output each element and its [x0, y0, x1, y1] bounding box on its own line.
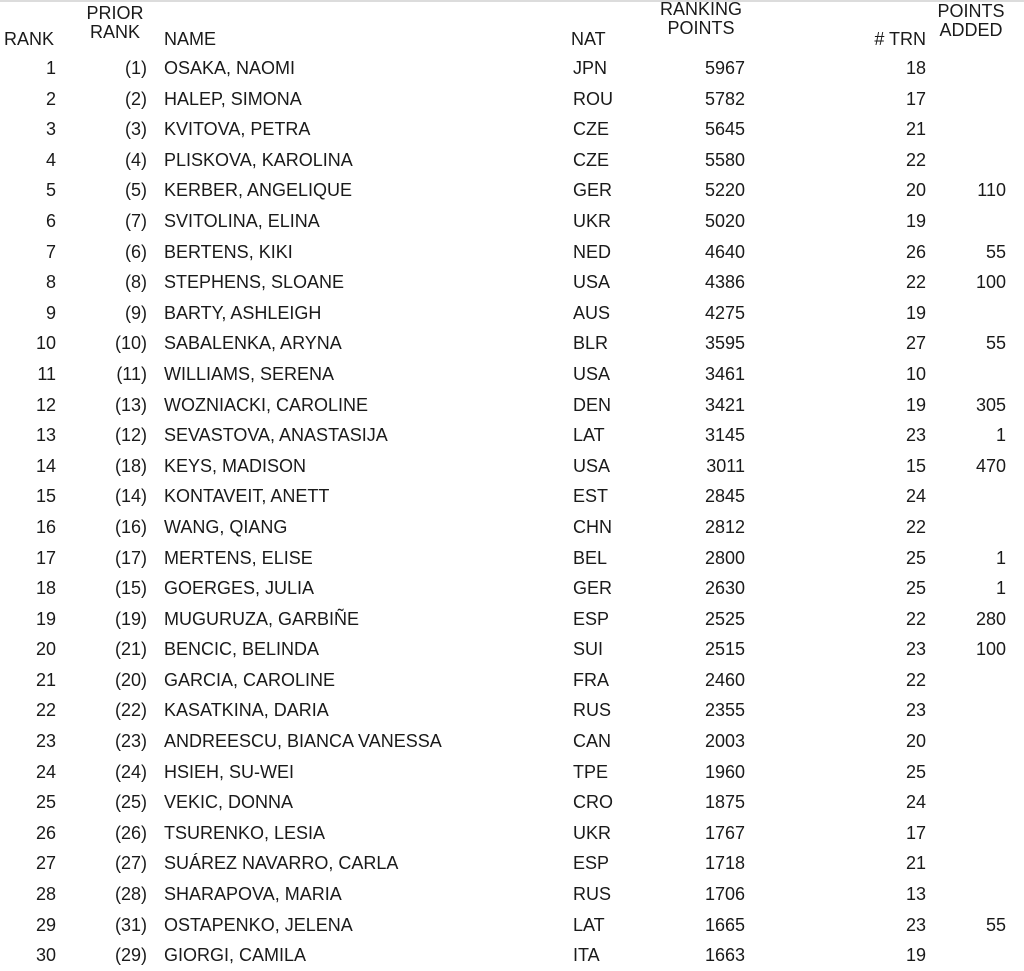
table-row	[0, 879, 1024, 910]
cell-ranking-points: 1706	[704, 884, 745, 905]
cell-prior-rank: (8)	[125, 272, 147, 293]
table-row	[0, 695, 1024, 726]
cell-ranking-points: 1665	[704, 914, 745, 935]
cell-tournaments: 23	[905, 639, 926, 660]
table-row	[0, 390, 1024, 421]
cell-nat: SUI	[573, 639, 604, 660]
cell-rank: 16	[35, 516, 56, 537]
cell-nat: GER	[573, 180, 613, 201]
cell-nat: USA	[573, 272, 611, 293]
header-prior-rank	[75, 4, 155, 42]
cell-rank: 10	[35, 333, 56, 354]
cell-prior-rank: (1)	[125, 58, 147, 78]
cell-tournaments: 24	[905, 486, 926, 507]
cell-prior-rank: (6)	[125, 241, 147, 262]
cell-ranking-points: 4640	[704, 241, 745, 262]
cell-nat: CAN	[573, 731, 612, 752]
cell-nat: LAT	[573, 914, 605, 935]
cell-ranking-points: 4275	[704, 302, 745, 323]
header-points-added	[928, 2, 1014, 40]
cell-tournaments: 22	[905, 608, 926, 629]
cell-rank: 3	[45, 119, 56, 140]
cell-rank: 4	[45, 149, 56, 170]
cell-tournaments: 22	[905, 272, 926, 293]
cell-tournaments: 25	[905, 547, 926, 568]
cell-rank: 23	[35, 731, 56, 752]
table-row	[0, 512, 1024, 543]
cell-points-added: 470	[975, 455, 1006, 476]
cell-tournaments: 10	[905, 363, 926, 384]
cell-tournaments: 22	[905, 516, 926, 537]
cell-nat: CZE	[573, 149, 609, 170]
cell-points-added: 280	[975, 608, 1006, 629]
cell-prior-rank: (15)	[114, 578, 147, 599]
rankings-table-body	[0, 53, 1024, 971]
cell-rank: 21	[35, 669, 56, 690]
cell-tournaments: 17	[905, 822, 926, 843]
cell-name: WANG, QIANG	[164, 516, 288, 537]
cell-rank: 19	[35, 608, 56, 629]
cell-name: OSTAPENKO, JELENA	[164, 914, 353, 935]
table-row	[0, 665, 1024, 696]
cell-name: BERTENS, KIKI	[164, 241, 293, 262]
cell-nat: BLR	[573, 333, 609, 354]
cell-tournaments: 23	[905, 700, 926, 721]
cell-nat: USA	[573, 363, 611, 384]
cell-nat: UKR	[573, 210, 612, 231]
table-row	[0, 848, 1024, 879]
cell-prior-rank: (29)	[114, 945, 147, 966]
cell-tournaments: 25	[905, 578, 926, 599]
table-row	[0, 53, 1024, 84]
cell-name: SHARAPOVA, MARIA	[164, 884, 342, 905]
cell-name: MERTENS, ELISE	[164, 547, 313, 568]
cell-tournaments: 17	[905, 88, 926, 109]
cell-name: TSURENKO, LESIA	[164, 822, 326, 843]
table-row	[0, 206, 1024, 237]
header-trn: # TRN	[874, 29, 926, 49]
table-row	[0, 604, 1024, 635]
cell-nat: AUS	[573, 302, 611, 323]
cell-rank: 18	[35, 578, 56, 599]
table-row	[0, 787, 1024, 818]
header-points-added-line1: POINTS	[937, 1, 1005, 21]
header-prior-rank-line2: RANK	[89, 22, 140, 42]
cell-rank: 25	[35, 792, 56, 813]
table-row	[0, 114, 1024, 145]
cell-nat: CRO	[573, 792, 613, 813]
top-rule	[0, 0, 1024, 2]
cell-prior-rank: (19)	[114, 608, 147, 629]
cell-rank: 20	[35, 639, 56, 660]
table-row	[0, 298, 1024, 329]
header-nat: NAT	[571, 29, 606, 49]
cell-rank: 7	[45, 241, 56, 262]
cell-name: GARCIA, CAROLINE	[164, 669, 336, 690]
cell-tournaments: 23	[905, 425, 926, 446]
table-row	[0, 634, 1024, 665]
cell-tournaments: 21	[905, 853, 926, 874]
cell-prior-rank: (11)	[116, 363, 147, 384]
cell-name: BENCIC, BELINDA	[164, 639, 320, 660]
cell-rank: 9	[45, 302, 56, 323]
cell-rank: 22	[35, 700, 56, 721]
cell-prior-rank: (20)	[114, 669, 147, 690]
cell-nat: ESP	[573, 853, 610, 874]
cell-name: SVITOLINA, ELINA	[164, 210, 320, 231]
table-row	[0, 543, 1024, 574]
cell-ranking-points: 5645	[704, 119, 745, 140]
cell-nat: ITA	[573, 945, 600, 966]
cell-nat: LAT	[573, 425, 605, 446]
table-row	[0, 359, 1024, 390]
cell-prior-rank: (31)	[114, 914, 147, 935]
cell-prior-rank: (17)	[114, 547, 147, 568]
cell-name: KONTAVEIT, ANETT	[164, 486, 330, 507]
cell-ranking-points: 3595	[704, 333, 745, 354]
table-row	[0, 84, 1024, 115]
cell-nat: TPE	[573, 761, 609, 782]
header-name: NAME	[164, 29, 217, 49]
cell-name: HALEP, SIMONA	[164, 88, 302, 109]
cell-ranking-points: 5220	[704, 180, 745, 201]
cell-points-added: 55	[985, 241, 1006, 262]
header-ranking-points-line1: RANKING	[659, 0, 742, 19]
cell-prior-rank: (28)	[114, 884, 147, 905]
cell-name: SUÁREZ NAVARRO, CARLA	[164, 853, 399, 874]
cell-rank: 14	[35, 455, 56, 476]
cell-ranking-points: 3011	[706, 455, 745, 476]
cell-name: WOZNIACKI, CAROLINE	[164, 394, 369, 415]
cell-tournaments: 15	[905, 455, 926, 476]
table-row	[0, 267, 1024, 298]
cell-prior-rank: (4)	[125, 149, 147, 170]
cell-name: KVITOVA, PETRA	[164, 119, 311, 140]
cell-rank: 17	[35, 547, 56, 568]
cell-rank: 8	[45, 272, 56, 293]
table-row	[0, 481, 1024, 512]
cell-ranking-points: 2630	[704, 578, 745, 599]
cell-prior-rank: (14)	[114, 486, 147, 507]
table-row	[0, 145, 1024, 176]
header-points-added-line2: ADDED	[939, 20, 1003, 40]
cell-name: KASATKINA, DARIA	[164, 700, 329, 721]
cell-prior-rank: (5)	[125, 180, 147, 201]
cell-ranking-points: 2812	[704, 516, 745, 537]
header-ranking-points	[648, 0, 754, 38]
cell-rank: 6	[45, 210, 56, 231]
cell-ranking-points: 3421	[704, 394, 745, 415]
cell-name: GOERGES, JULIA	[164, 578, 315, 599]
cell-tournaments: 24	[905, 792, 926, 813]
cell-prior-rank: (24)	[114, 761, 147, 782]
cell-nat: ROU	[573, 88, 613, 109]
cell-ranking-points: 2460	[704, 669, 745, 690]
header-ranking-points-line2: POINTS	[667, 18, 735, 38]
cell-rank: 15	[35, 486, 56, 507]
cell-nat: EST	[573, 486, 609, 507]
cell-name: PLISKOVA, KAROLINA	[164, 149, 353, 170]
cell-name: HSIEH, SU-WEI	[164, 761, 295, 782]
cell-name: SEVASTOVA, ANASTASIJA	[164, 425, 388, 446]
cell-prior-rank: (16)	[114, 516, 147, 537]
table-row	[0, 757, 1024, 788]
cell-ranking-points: 4386	[704, 272, 745, 293]
table-row	[0, 726, 1024, 757]
cell-rank: 12	[35, 394, 56, 415]
cell-points-added: 1	[995, 425, 1006, 446]
cell-nat: RUS	[573, 884, 612, 905]
cell-tournaments: 25	[905, 761, 926, 782]
cell-name: STEPHENS, SLOANE	[164, 272, 345, 293]
cell-rank: 27	[35, 853, 56, 874]
cell-nat: CZE	[573, 119, 609, 140]
cell-ranking-points: 2525	[704, 608, 745, 629]
cell-prior-rank: (18)	[114, 455, 147, 476]
cell-nat: USA	[573, 455, 611, 476]
cell-tournaments: 19	[905, 210, 926, 231]
cell-ranking-points: 5020	[704, 210, 745, 231]
cell-prior-rank: (10)	[114, 333, 147, 354]
cell-nat: CHN	[573, 516, 612, 537]
cell-nat: UKR	[573, 822, 612, 843]
cell-prior-rank: (25)	[114, 792, 147, 813]
cell-points-added: 55	[985, 333, 1006, 354]
cell-tournaments: 20	[905, 731, 926, 752]
cell-prior-rank: (26)	[114, 822, 147, 843]
cell-rank: 1	[45, 58, 56, 78]
cell-name: VEKIC, DONNA	[164, 792, 294, 813]
cell-ranking-points: 2003	[704, 731, 745, 752]
cell-ranking-points: 2515	[704, 639, 745, 660]
cell-ranking-points: 5782	[704, 88, 745, 109]
table-row	[0, 910, 1024, 941]
cell-name: GIORGI, CAMILA	[164, 945, 307, 966]
cell-tournaments: 19	[905, 945, 926, 966]
cell-ranking-points: 1875	[704, 792, 745, 813]
cell-name: BARTY, ASHLEIGH	[164, 302, 322, 323]
cell-name: WILLIAMS, SERENA	[164, 363, 335, 384]
table-row	[0, 175, 1024, 206]
cell-prior-rank: (2)	[125, 88, 147, 109]
cell-rank: 11	[37, 363, 56, 384]
cell-name: OSAKA, NAOMI	[164, 58, 296, 78]
cell-points-added: 1	[995, 578, 1006, 599]
cell-ranking-points: 2800	[704, 547, 745, 568]
cell-ranking-points: 1718	[704, 853, 745, 874]
cell-ranking-points: 3461	[704, 363, 745, 384]
cell-points-added: 305	[975, 394, 1006, 415]
cell-tournaments: 21	[905, 119, 926, 140]
cell-prior-rank: (3)	[125, 119, 147, 140]
table-row	[0, 328, 1024, 359]
cell-rank: 26	[35, 822, 56, 843]
cell-ranking-points: 1663	[704, 945, 745, 966]
cell-nat: NED	[573, 241, 612, 262]
cell-name: ANDREESCU, BIANCA VANESSA	[164, 731, 442, 752]
cell-rank: 13	[35, 425, 56, 446]
cell-prior-rank: (23)	[114, 731, 147, 752]
cell-ranking-points: 1767	[704, 822, 745, 843]
cell-points-added: 55	[985, 914, 1006, 935]
cell-points-added: 100	[975, 272, 1006, 293]
cell-points-added: 100	[975, 639, 1006, 660]
cell-tournaments: 27	[905, 333, 926, 354]
cell-rank: 2	[45, 88, 56, 109]
cell-tournaments: 20	[905, 180, 926, 201]
cell-tournaments: 26	[905, 241, 926, 262]
cell-prior-rank: (22)	[114, 700, 147, 721]
cell-nat: DEN	[573, 394, 612, 415]
cell-nat: JPN	[573, 58, 608, 78]
header-rank: RANK	[4, 29, 55, 49]
table-row	[0, 420, 1024, 451]
cell-rank: 28	[35, 884, 56, 905]
cell-rank: 30	[35, 945, 56, 966]
cell-ranking-points: 2845	[704, 486, 745, 507]
cell-tournaments: 13	[905, 884, 926, 905]
cell-name: SABALENKA, ARYNA	[164, 333, 342, 354]
cell-prior-rank: (9)	[125, 302, 147, 323]
cell-points-added: 110	[977, 180, 1006, 201]
cell-name: MUGURUZA, GARBIÑE	[164, 608, 360, 629]
cell-tournaments: 22	[905, 149, 926, 170]
table-row	[0, 237, 1024, 268]
cell-tournaments: 23	[905, 914, 926, 935]
header-prior-rank-line1: PRIOR	[86, 3, 144, 23]
cell-rank: 29	[35, 914, 56, 935]
cell-name: KERBER, ANGELIQUE	[164, 180, 353, 201]
cell-rank: 5	[45, 180, 56, 201]
cell-nat: GER	[573, 578, 613, 599]
cell-points-added: 1	[995, 547, 1006, 568]
cell-nat: BEL	[573, 547, 608, 568]
cell-prior-rank: (12)	[114, 425, 147, 446]
cell-ranking-points: 5967	[704, 58, 745, 78]
cell-nat: RUS	[573, 700, 612, 721]
cell-ranking-points: 1960	[704, 761, 745, 782]
cell-prior-rank: (7)	[125, 210, 147, 231]
cell-ranking-points: 2355	[704, 700, 745, 721]
table-row	[0, 451, 1024, 482]
cell-nat: ESP	[573, 608, 610, 629]
cell-ranking-points: 3145	[704, 425, 745, 446]
cell-tournaments: 19	[905, 302, 926, 323]
cell-prior-rank: (27)	[114, 853, 147, 874]
table-row	[0, 573, 1024, 604]
table-row	[0, 818, 1024, 849]
cell-tournaments: 19	[905, 394, 926, 415]
cell-ranking-points: 5580	[704, 149, 745, 170]
table-row	[0, 940, 1024, 971]
cell-tournaments: 22	[905, 669, 926, 690]
cell-nat: FRA	[573, 669, 609, 690]
cell-rank: 24	[35, 761, 56, 782]
cell-tournaments: 18	[905, 58, 926, 78]
cell-prior-rank: (13)	[114, 394, 147, 415]
cell-name: KEYS, MADISON	[164, 455, 307, 476]
cell-prior-rank: (21)	[114, 639, 147, 660]
